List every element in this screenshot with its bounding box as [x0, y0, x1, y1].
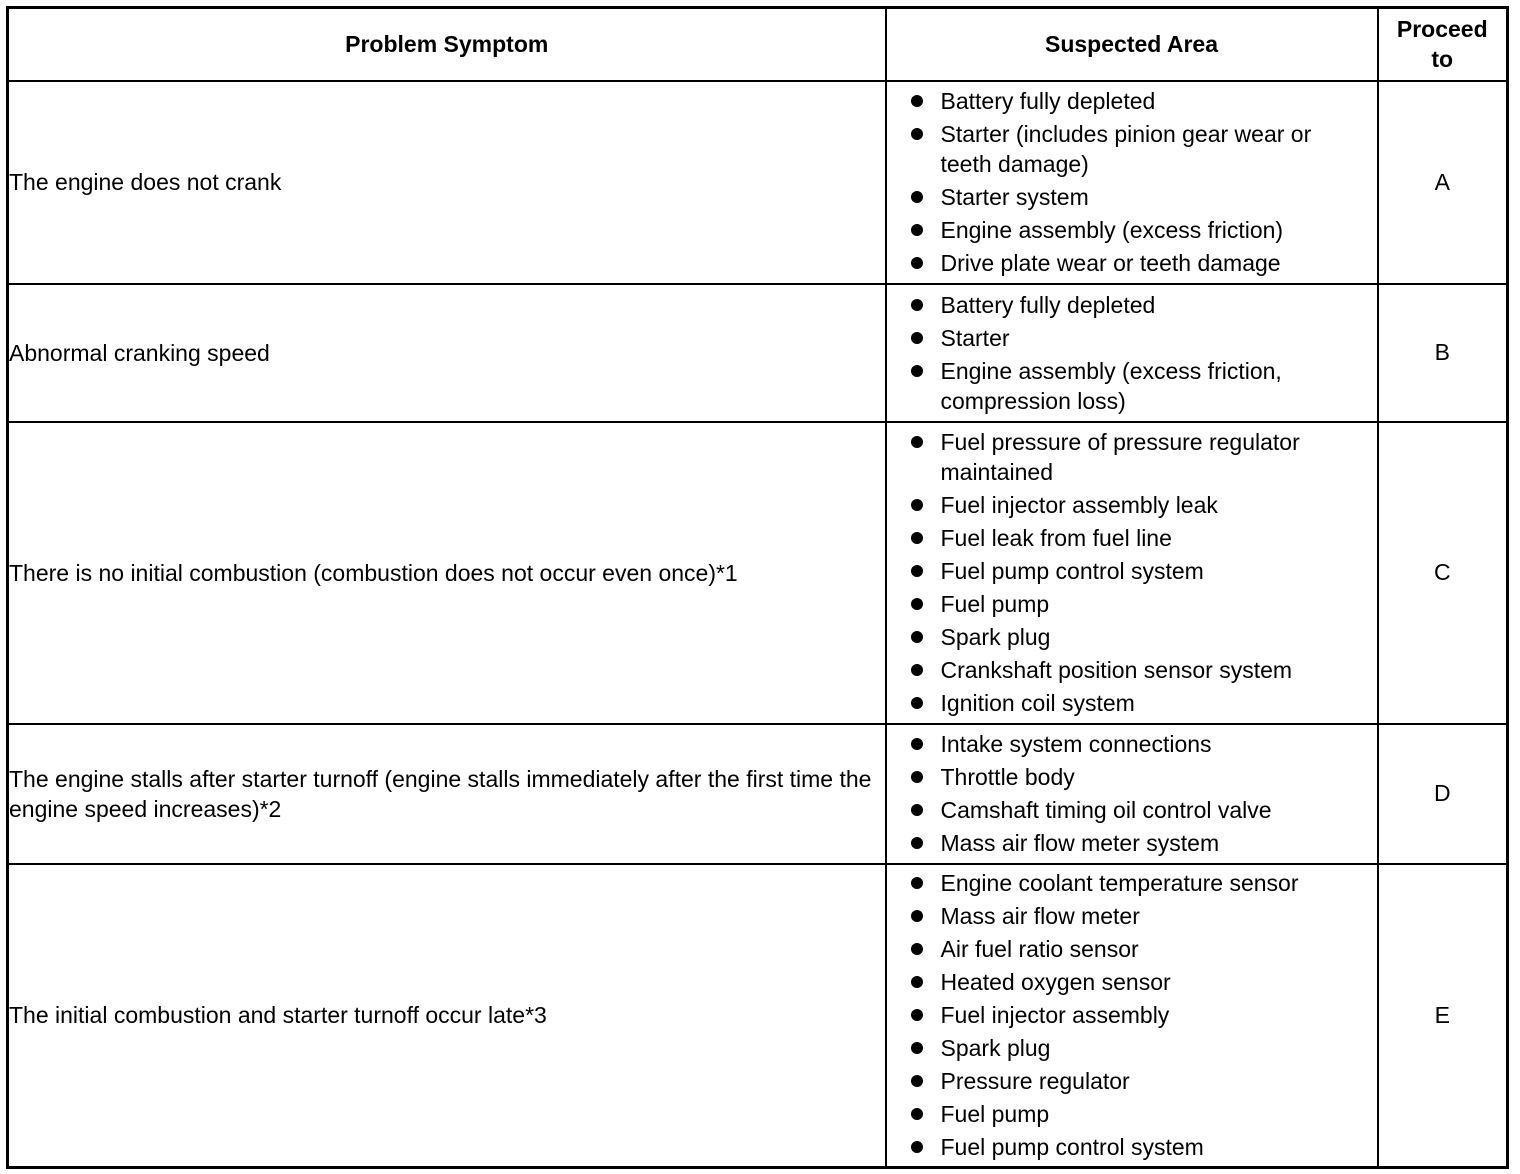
bullet-icon: [911, 943, 923, 955]
suspected-area-text: Drive plate wear or teeth damage: [940, 250, 1281, 276]
header-suspected-area: Suspected Area: [886, 8, 1378, 81]
problem-symptom-cell: The engine stalls after starter turnoff (engine stalls immediately after the first time the engine speed increases)*2: [8, 724, 886, 864]
list-item: [911, 323, 1367, 353]
bullet-icon: [911, 1009, 923, 1021]
proceed-to-cell: E: [1378, 864, 1508, 1168]
bullet-icon: [911, 631, 923, 643]
suspected-area-text: Fuel injector assembly: [940, 1002, 1170, 1029]
bullet-icon: [911, 436, 923, 448]
suspected-area-cell: [886, 724, 1378, 864]
header-proceed-to: Proceed to: [1378, 8, 1508, 81]
table-row: [8, 284, 1508, 422]
bullet-icon: [911, 976, 923, 988]
symptom-table: [6, 6, 1509, 1169]
suspected-area-text: Engine assembly (excess friction, compression loss): [940, 357, 1282, 414]
suspected-area-text: Engine coolant temperature sensor: [940, 870, 1299, 897]
bullet-icon: [911, 299, 923, 311]
suspected-area-text: Engine assembly (excess friction): [940, 217, 1284, 243]
suspected-area-list: [887, 86, 1377, 278]
suspected-area-text: Throttle body: [940, 764, 1075, 790]
bullet-icon: [911, 771, 923, 783]
bullet-icon: [911, 1075, 923, 1087]
suspected-area-text: Fuel leak from fuel line: [940, 525, 1172, 551]
problem-symptom-cell: There is no initial combustion (combustion does not occur even once)*1: [8, 422, 886, 724]
bullet-icon: [911, 257, 923, 269]
bullet-icon: [911, 365, 923, 377]
problem-symptom-cell: The engine does not crank: [8, 81, 886, 284]
bullet-icon: [911, 837, 923, 849]
list-item: [911, 290, 1367, 320]
bullet-icon: [911, 910, 923, 922]
suspected-area-list: [887, 868, 1377, 1162]
bullet-icon: [911, 877, 923, 889]
proceed-to-cell: C: [1378, 422, 1508, 724]
list-item: [911, 1066, 1367, 1096]
suspected-area-text: Fuel pump: [940, 591, 1050, 617]
proceed-to-cell: A: [1378, 81, 1508, 284]
suspected-area-text: Air fuel ratio sensor: [940, 936, 1139, 963]
bullet-icon: [911, 1042, 923, 1054]
bullet-icon: [911, 565, 923, 577]
bullet-icon: [911, 697, 923, 709]
suspected-area-cell: [886, 81, 1378, 284]
list-item: [911, 828, 1367, 858]
bullet-icon: [911, 224, 923, 236]
list-item: [911, 356, 1367, 416]
list-item: [911, 86, 1367, 116]
table-row: [8, 422, 1508, 724]
list-item: [911, 688, 1367, 718]
table-row: [8, 724, 1508, 864]
list-item: [911, 490, 1367, 520]
proceed-to-cell: B: [1378, 284, 1508, 422]
suspected-area-cell: [886, 864, 1378, 1168]
suspected-area-text: Fuel pump: [940, 1101, 1050, 1128]
list-item: [911, 868, 1367, 898]
suspected-area-cell: [886, 422, 1378, 724]
header-problem-symptom: Problem Symptom: [8, 8, 886, 81]
bullet-icon: [911, 532, 923, 544]
list-item: [911, 119, 1367, 179]
suspected-area-list: [887, 427, 1377, 718]
list-item: [911, 427, 1367, 487]
list-item: [911, 622, 1367, 652]
table-row: [8, 864, 1508, 1168]
bullet-icon: [911, 598, 923, 610]
suspected-area-list: [887, 729, 1377, 858]
bullet-icon: [911, 1108, 923, 1120]
suspected-area-text: Starter (includes pinion gear wear or teeth damage): [940, 121, 1312, 177]
header-row: [8, 8, 1508, 81]
suspected-area-list: [887, 290, 1377, 416]
bullet-icon: [911, 664, 923, 676]
list-item: [911, 589, 1367, 619]
bullet-icon: [911, 499, 923, 511]
suspected-area-text: Camshaft timing oil control valve: [940, 797, 1272, 823]
bullet-icon: [911, 332, 923, 344]
suspected-area-text: Starter system: [940, 184, 1089, 210]
list-item: [911, 1099, 1367, 1129]
list-item: [911, 967, 1367, 997]
suspected-area-text: Battery fully depleted: [940, 291, 1156, 318]
suspected-area-text: Spark plug: [940, 1035, 1051, 1062]
list-item: [911, 182, 1367, 212]
list-item: [911, 762, 1367, 792]
proceed-to-cell: D: [1378, 724, 1508, 864]
list-item: [911, 556, 1367, 586]
list-item: [911, 523, 1367, 553]
suspected-area-cell: [886, 284, 1378, 422]
suspected-area-text: Intake system connections: [940, 731, 1212, 757]
list-item: [911, 248, 1367, 278]
suspected-area-text: Fuel pressure of pressure regulator maintained: [940, 429, 1300, 485]
bullet-icon: [911, 191, 923, 203]
bullet-icon: [911, 1141, 923, 1153]
table-row: [8, 81, 1508, 284]
suspected-area-text: Crankshaft position sensor system: [940, 657, 1293, 683]
list-item: [911, 729, 1367, 759]
problem-symptom-cell: Abnormal cranking speed: [8, 284, 886, 422]
list-item: [911, 215, 1367, 245]
suspected-area-text: Fuel pump control system: [940, 558, 1204, 584]
list-item: [911, 655, 1367, 685]
list-item: [911, 901, 1367, 931]
list-item: [911, 934, 1367, 964]
suspected-area-text: Battery fully depleted: [940, 88, 1156, 114]
bullet-icon: [911, 95, 923, 107]
list-item: [911, 1132, 1367, 1162]
suspected-area-text: Pressure regulator: [940, 1068, 1130, 1095]
bullet-icon: [911, 804, 923, 816]
suspected-area-text: Spark plug: [940, 624, 1051, 650]
problem-symptom-cell: The initial combustion and starter turnoff occur late*3: [8, 864, 886, 1168]
suspected-area-text: Mass air flow meter system: [940, 830, 1220, 856]
suspected-area-text: Heated oxygen sensor: [940, 969, 1171, 996]
suspected-area-text: Mass air flow meter: [940, 903, 1140, 930]
bullet-icon: [911, 128, 923, 140]
list-item: [911, 795, 1367, 825]
suspected-area-text: Fuel injector assembly leak: [940, 492, 1218, 518]
suspected-area-text: Starter: [940, 324, 1010, 351]
list-item: [911, 1033, 1367, 1063]
bullet-icon: [911, 738, 923, 750]
suspected-area-text: Ignition coil system: [940, 690, 1135, 716]
suspected-area-text: Fuel pump control system: [940, 1134, 1204, 1161]
list-item: [911, 1000, 1367, 1030]
